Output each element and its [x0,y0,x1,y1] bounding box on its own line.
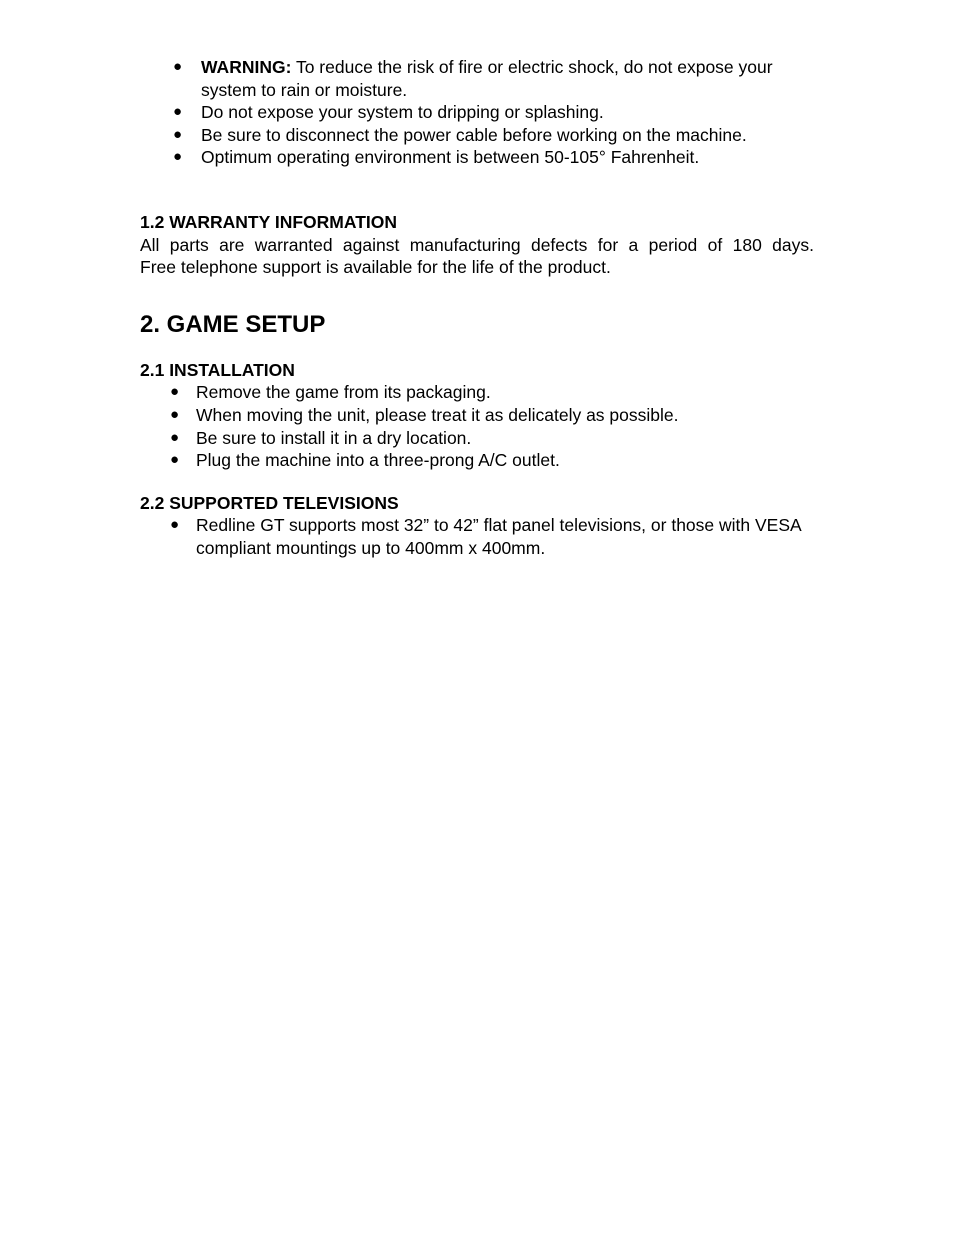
list-item-text: Plug the machine into a three-prong A/C outlet. [196,450,560,471]
list-item-text: Do not expose your system to dripping or splashing. [201,102,604,123]
list-item-text: Be sure to install it in a dry location. [196,427,472,448]
list-item [140,146,814,169]
warranty-section [140,211,814,279]
list-item-text: When moving the unit, please treat it as delicately as possible. [196,404,679,425]
list-item [140,449,814,472]
game-setup-heading: 2. GAME SETUP [140,310,326,338]
list-item-text: Remove the game from its packaging. [196,382,491,403]
list-item [140,56,814,101]
warranty-paragraph [140,234,814,279]
bullet-icon: ● [173,103,183,121]
warranty-heading: 1.2 WARRANTY INFORMATION [140,211,397,232]
bullet-icon: ● [173,148,183,166]
warranty-line: Free telephone support is available for the life of the product. [140,257,611,278]
televisions-section [140,492,814,560]
list-item [140,381,814,404]
bullet-icon: ● [170,451,180,469]
televisions-list [140,514,814,559]
bullet-icon: ● [170,405,180,423]
installation-section [140,359,814,472]
bullet-icon: ● [173,125,183,143]
list-item [140,124,814,147]
list-item-text: Be sure to disconnect the power cable before working on the machine. [201,124,747,145]
installation-heading: 2.1 INSTALLATION [140,359,295,380]
page-content [140,56,814,560]
warning-text: To reduce the risk of fire or electric shock, do not expose your system to rain or moisture. [201,57,773,100]
bullet-icon: ● [170,383,180,401]
list-item-text: Optimum operating environment is between 50-105° Fahrenheit. [201,147,700,168]
televisions-heading: 2.2 SUPPORTED TELEVISIONS [140,492,399,513]
warranty-line: All parts are warranted against manufacturing defects for a period of 180 days. [140,234,814,255]
bullet-icon: ● [170,428,180,446]
list-item [140,101,814,124]
safety-list [140,56,814,169]
bullet-icon: ● [173,58,183,75]
list-item [140,404,814,427]
list-item [140,427,814,450]
list-item [140,514,814,559]
bullet-icon: ● [170,516,180,534]
list-item-text: Redline GT supports most 32” to 42” flat panel televisions, or those with VESA compliant mountings up to 400mm x 400mm. [196,515,801,558]
warning-label: WARNING: [201,57,292,77]
installation-list [140,381,814,471]
